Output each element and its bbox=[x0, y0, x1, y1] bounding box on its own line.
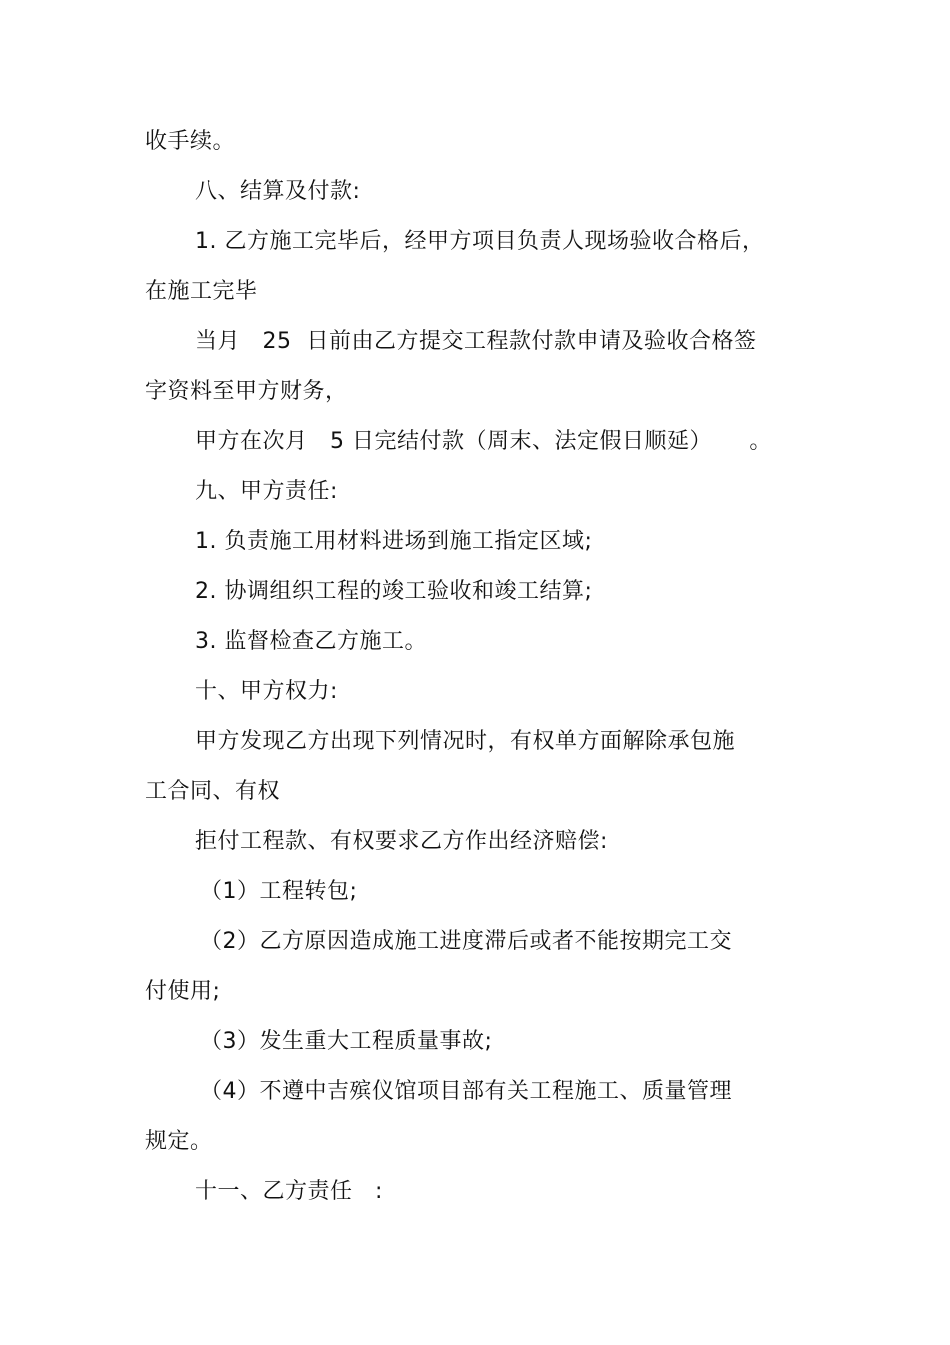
text-line: 甲方在次月 5 日完结付款（周末、法定假日顺延） 。 bbox=[195, 429, 772, 454]
list-item: 1. 负责施工用材料进场到施工指定区域; bbox=[195, 529, 593, 554]
text-line: 甲方发现乙方出现下列情况时，有权单方面解除承包施 bbox=[195, 729, 736, 754]
list-item: （2）乙方原因造成施工进度滞后或者不能按期完工交 bbox=[200, 929, 732, 954]
list-item: 3. 监督检查乙方施工。 bbox=[195, 629, 427, 654]
section-heading: 十一、乙方责任 : bbox=[195, 1179, 383, 1204]
text-line: 在施工完毕 bbox=[145, 279, 258, 304]
list-item: （4）不遵中吉殡仪馆项目部有关工程施工、质量管理 bbox=[200, 1079, 732, 1104]
text-line: 当月 25 日前由乙方提交工程款付款申请及验收合格签 bbox=[195, 329, 757, 354]
list-item: （1）工程转包; bbox=[200, 879, 358, 904]
text-line: 字资料至甲方财务， bbox=[145, 379, 348, 404]
section-heading: 十、甲方权力: bbox=[195, 679, 338, 704]
text-line: 工合同、有权 bbox=[145, 779, 281, 804]
list-item: 2. 协调组织工程的竣工验收和竣工结算; bbox=[195, 579, 593, 604]
section-heading: 八、结算及付款: bbox=[195, 179, 361, 204]
text-line: 付使用; bbox=[145, 979, 221, 1004]
list-item: （3）发生重大工程质量事故; bbox=[200, 1029, 493, 1054]
text-line: 规定。 bbox=[145, 1129, 213, 1154]
text-line: 1. 乙方施工完毕后，经甲方项目负责人现场验收合格后， bbox=[195, 229, 765, 254]
section-heading: 九、甲方责任: bbox=[195, 479, 338, 504]
text-line: 收手续。 bbox=[145, 129, 236, 154]
text-line: 拒付工程款、有权要求乙方作出经济赔偿: bbox=[195, 829, 608, 854]
